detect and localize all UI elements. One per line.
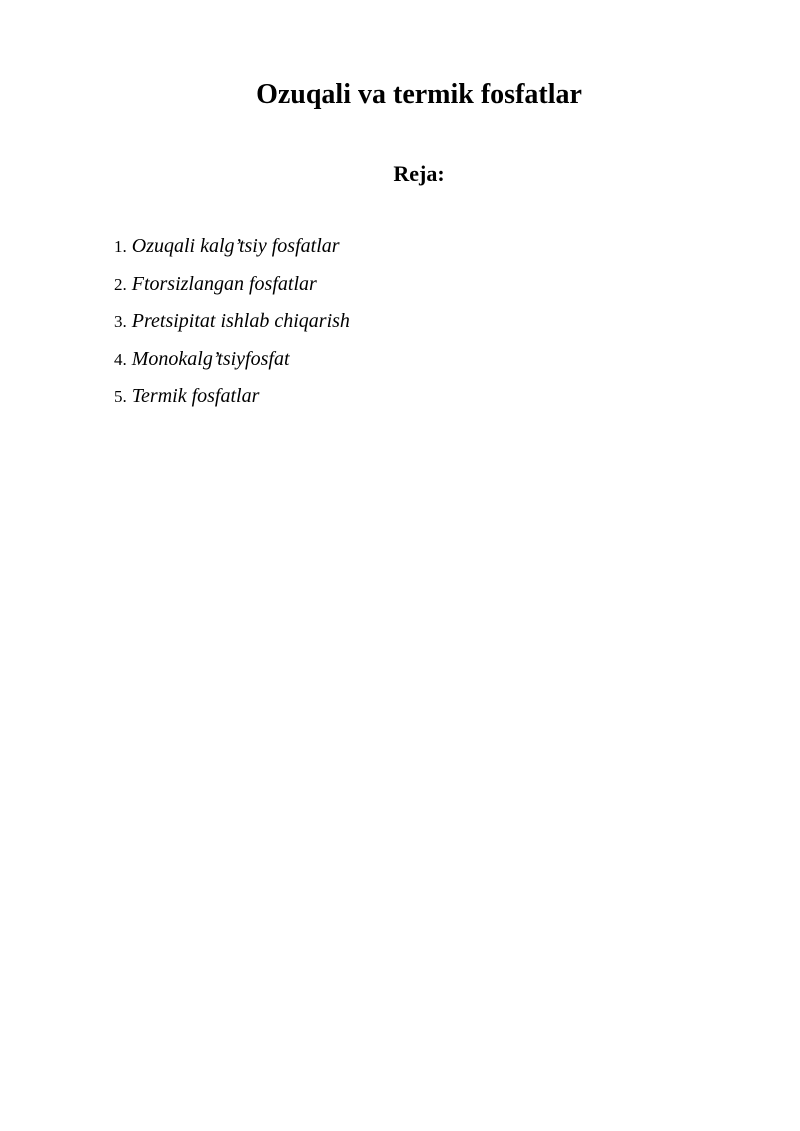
plan-list — [114, 232, 350, 420]
plan-item — [114, 345, 350, 383]
plan-item-number: 3. — [114, 312, 127, 331]
plan-item — [114, 307, 350, 345]
plan-item-number: 1. — [114, 237, 127, 256]
plan-item-text: Ozuqali kalg’tsiy fosfatlar — [131, 235, 340, 257]
plan-item-number: 5. — [114, 387, 127, 406]
plan-item — [114, 232, 350, 270]
plan-item-text: Monokalg’tsiyfosfat — [131, 347, 290, 370]
plan-item — [114, 382, 350, 420]
plan-item — [114, 270, 350, 308]
plan-heading: Reja: — [393, 161, 445, 186]
plan-item-text: Termik fosfatlar — [131, 385, 260, 407]
plan-item-text: Ftorsizlangan fosfatlar — [131, 272, 317, 295]
document-title: Ozuqali va termik fosfatlar — [256, 79, 582, 110]
plan-item-number: 4. — [114, 349, 127, 369]
plan-item-text: Pretsipitat ishlab chiqarish — [131, 310, 350, 332]
plan-item-number: 2. — [114, 274, 127, 294]
